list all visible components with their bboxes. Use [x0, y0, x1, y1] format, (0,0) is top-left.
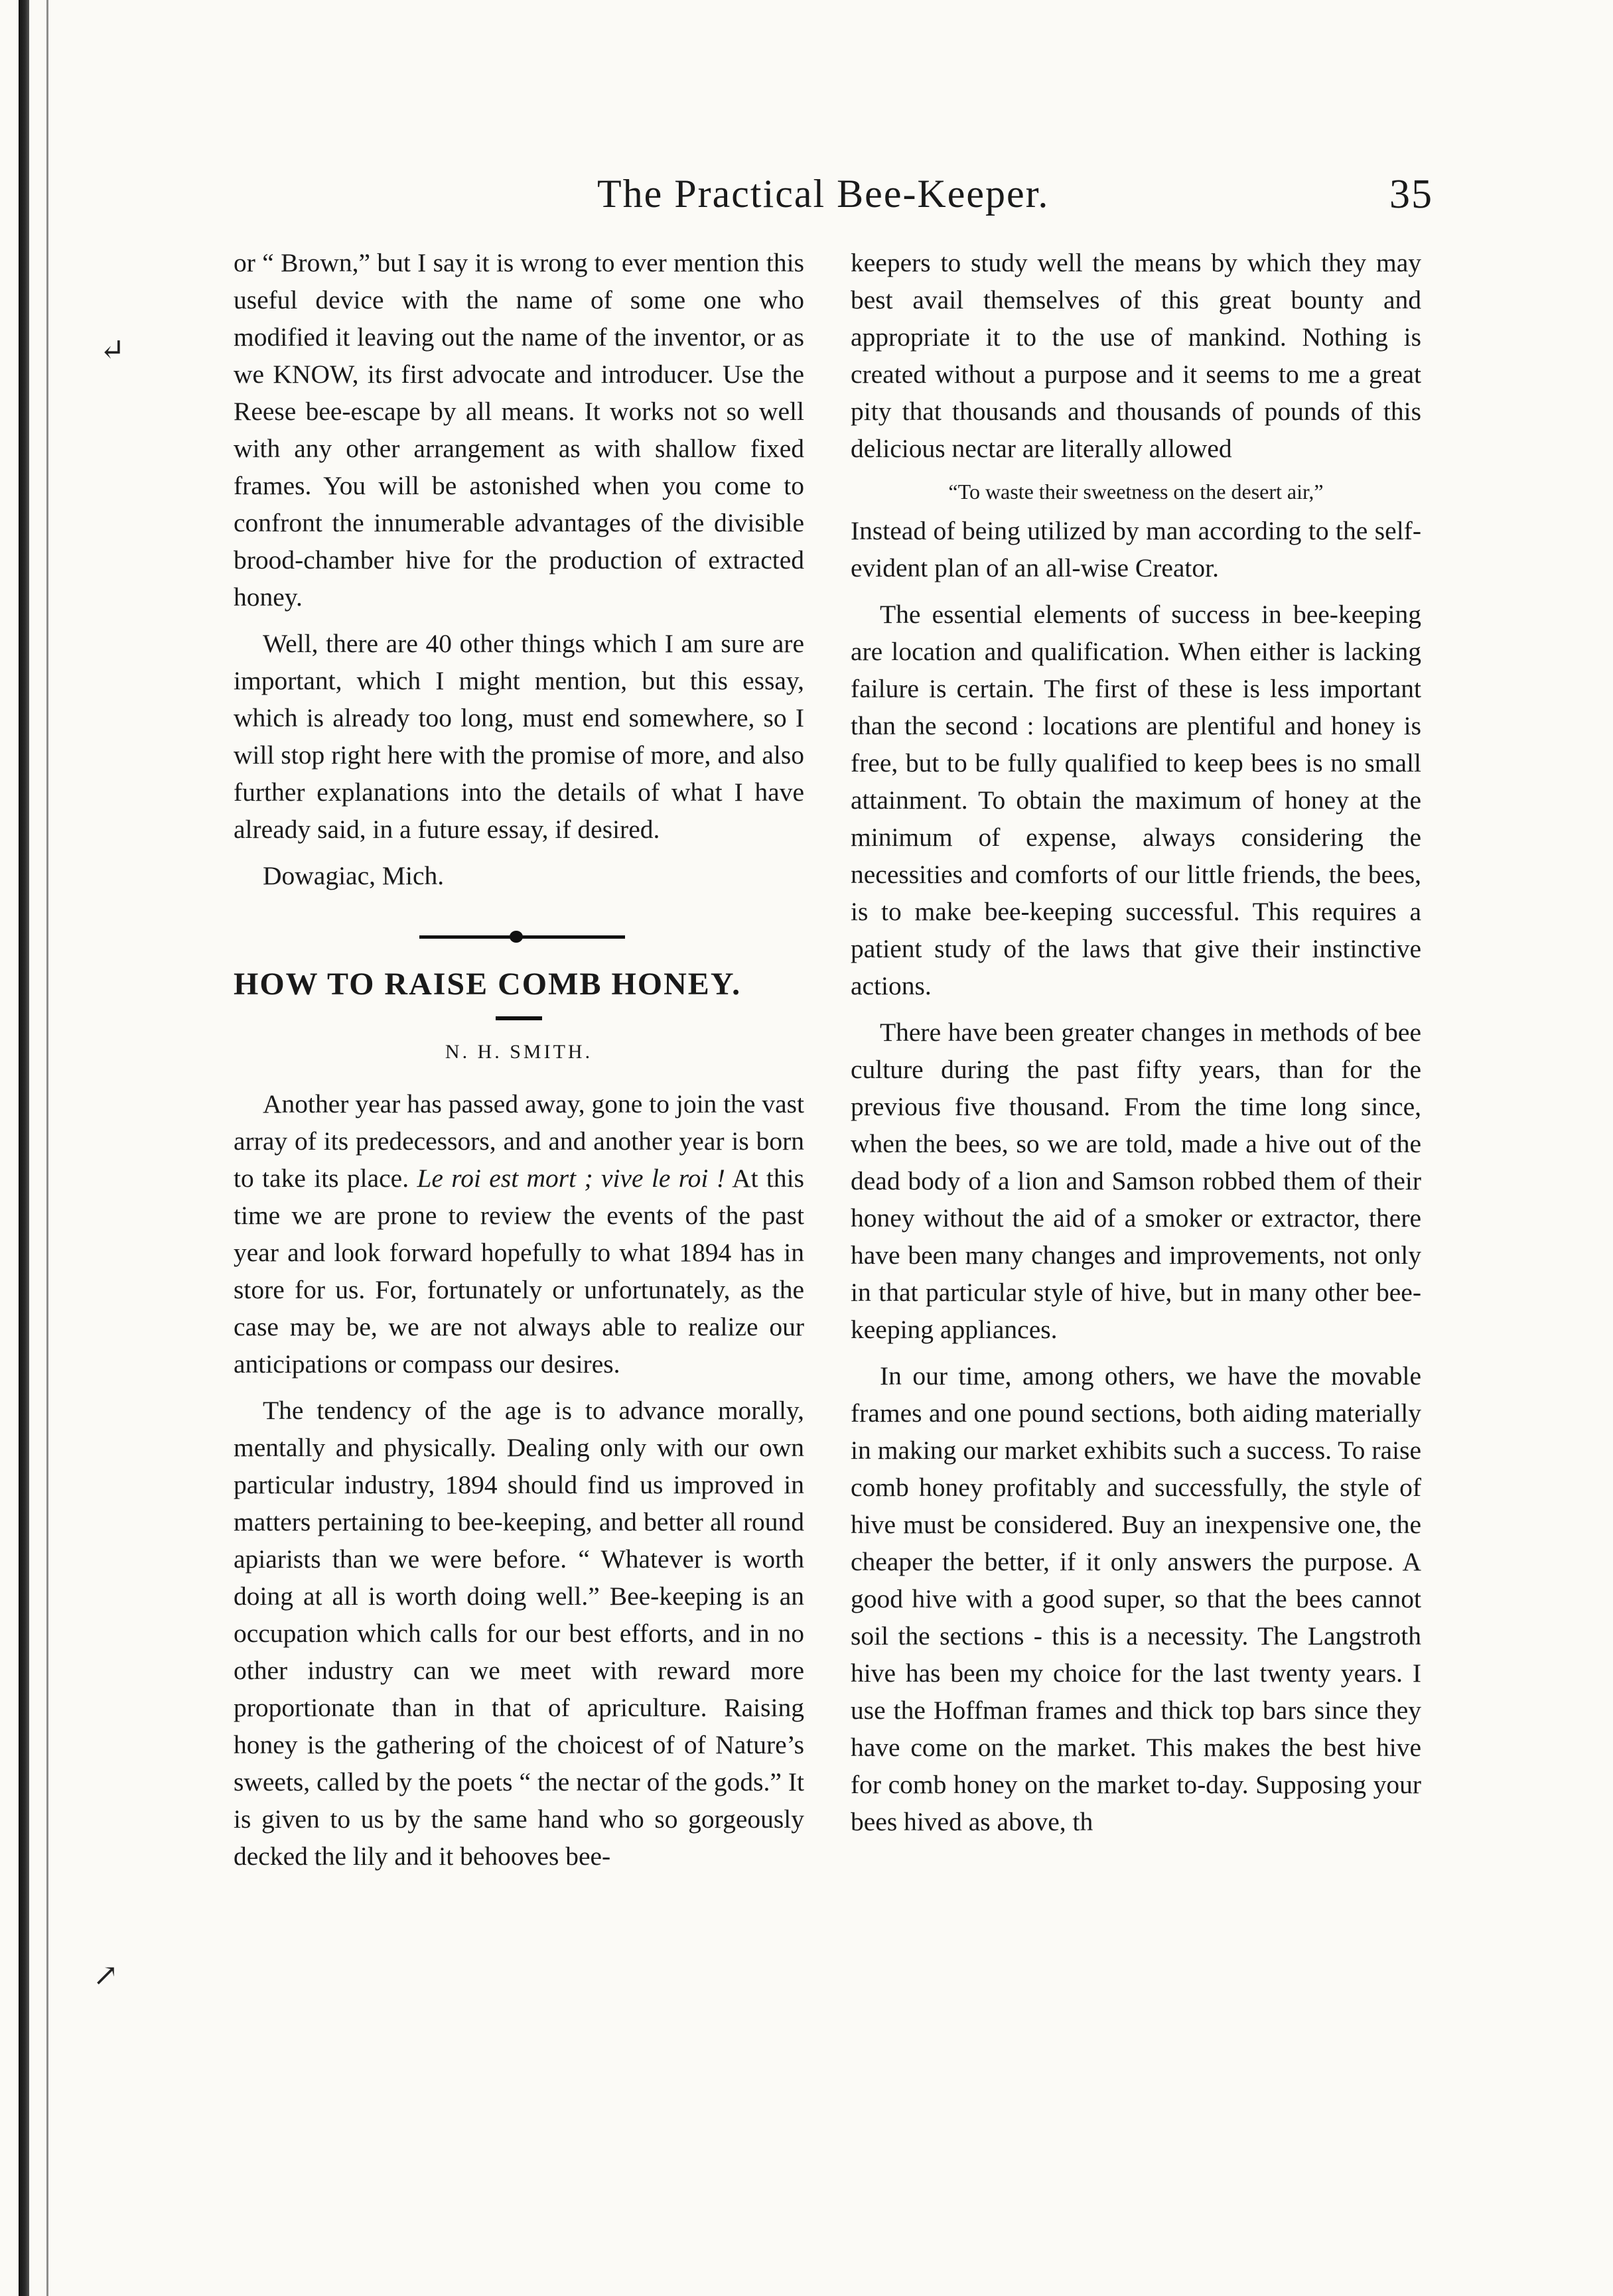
- article-title: HOW TO RAISE COMB HONEY.: [234, 967, 742, 1002]
- continued-paragraph: keepers to study well the means by which they may best avail themselves of this great bounty and appropriate it to the use of mankind. Nothing is created without a purpose and it seems to me a great pity that thousands and thousands of pounds of this delicious nectar are literally allowed: [851, 248, 1421, 463]
- continued-paragraph: or “ Brown,” but I say it is wrong to ever mention this useful device with the name of some one who modified it leaving out the name of the inventor, or as we KNOW, its first advocate and introducer. Use the Reese bee-escape by all means. It works not so well with any other arrangement as with shallow fixed frames. You will be astonished when you come to confront the innumerable advantages of the divisible brood-chamber hive for the production of extracted honey.: [234, 248, 804, 612]
- paragraph: The tendency of the age is to advance morally, mentally and physically. Dealing only with our own particular industry, 1894 should find us improved in matters pertaining to bee-keeping, and better all round apiarists than we were before. “ Whatever is worth doing at all is worth doing well.” Bee-keeping is an occupation which calls for our best efforts, and in no other industry can we meet with reward more proportionate than in that of apriculture. Raising honey is the gathering of the choicest of of Nature’s sweets, called by the poets “ the nectar of the gods.” It is given to us by the same hand who so gorgeously decked the lily and it behooves bee-: [234, 1396, 804, 1871]
- paragraph: [234, 1085, 804, 1383]
- paragraph: In our time, among others, we have the movable frames and one pound sections, both aiding materially in making our market exhibits such a success. To raise comb honey profitably and successfully, the style of hive must be considered. Buy an inexpensive one, the cheaper the better, if it only answers the purpose. A good hive with a good super, so that the bees cannot soil the sections - this is a necessity. The Langstroth hive has been my choice for the last twenty years. I use the Hoffman frames and thick top bars since they have come on the market. This makes the best hive for comb honey on the market to-day. Supposing your bees hived as above, th: [851, 1361, 1421, 1836]
- right-column: [851, 244, 1421, 1850]
- title-rule: [496, 1016, 542, 1020]
- section-divider: [234, 923, 804, 950]
- poetry-quotation: “To waste their sweetness on the desert air,”: [948, 480, 1324, 504]
- margin-mark: ↗: [93, 1958, 119, 1992]
- author-location: Dowagiac, Mich.: [263, 861, 445, 890]
- paragraph: There have been greater changes in methods of bee culture during the past fifty years, than for the previous five thousand. From the time long since, when the bees, so we are told, made a hive out of the dead body of a lion and Samson robbed them of their honey without the aid of a smoker or extractor, there have been many changes and improvements, not only in that particular style of hive, but in many other bee-keeping appliances.: [851, 1018, 1421, 1344]
- page-edge-line: [46, 0, 48, 2296]
- text-run: Another year has passed away, gone to join the vast array of its predecessors, and and another year is born to take its place.: [234, 1089, 804, 1193]
- left-column: [234, 244, 804, 1884]
- french-quotation: Le roi est mort ; vive le roi !: [417, 1164, 725, 1193]
- text-run: At this time we are prone to review the events of the past year and look forward hopefully to what 1894 has in store for us. For, fortunately or unfortunately, as the case may be, we are not always able to realize our anticipations or compass our desires.: [234, 1164, 804, 1379]
- article-byline: N. H. SMITH.: [445, 1041, 593, 1063]
- running-header: [597, 171, 1433, 224]
- book-binding-shadow: [19, 0, 29, 2296]
- paragraph: Instead of being utilized by man according to the self-evident plan of an all-wise Creator.: [851, 516, 1421, 582]
- running-title: The Practical Bee-Keeper.: [597, 172, 1050, 216]
- margin-mark: ↵: [100, 333, 125, 367]
- divider-ornament: [510, 931, 523, 943]
- paragraph: Well, there are 40 other things which I am sure are important, which I might mention, but this essay, which is already too long, must end somewhere, so I will stop right here with the promise of more, and also further explanations into the details of what I have already said, in a future essay, if desired.: [234, 629, 804, 844]
- page-number: 35: [1389, 172, 1433, 217]
- paragraph: The essential elements of success in bee-keeping are location and qualification. When either is lacking failure is certain. The first of these is less important than the second : locations are plentiful and honey is free, but to be fully qualified to keep bees is no small attainment. To obtain the maximum of honey at the minimum of expense, always considering the necessities and comforts of our little friends, the bees, is to make bee-keeping successful. This requires a patient study of the laws that give their instinctive actions.: [851, 600, 1421, 1000]
